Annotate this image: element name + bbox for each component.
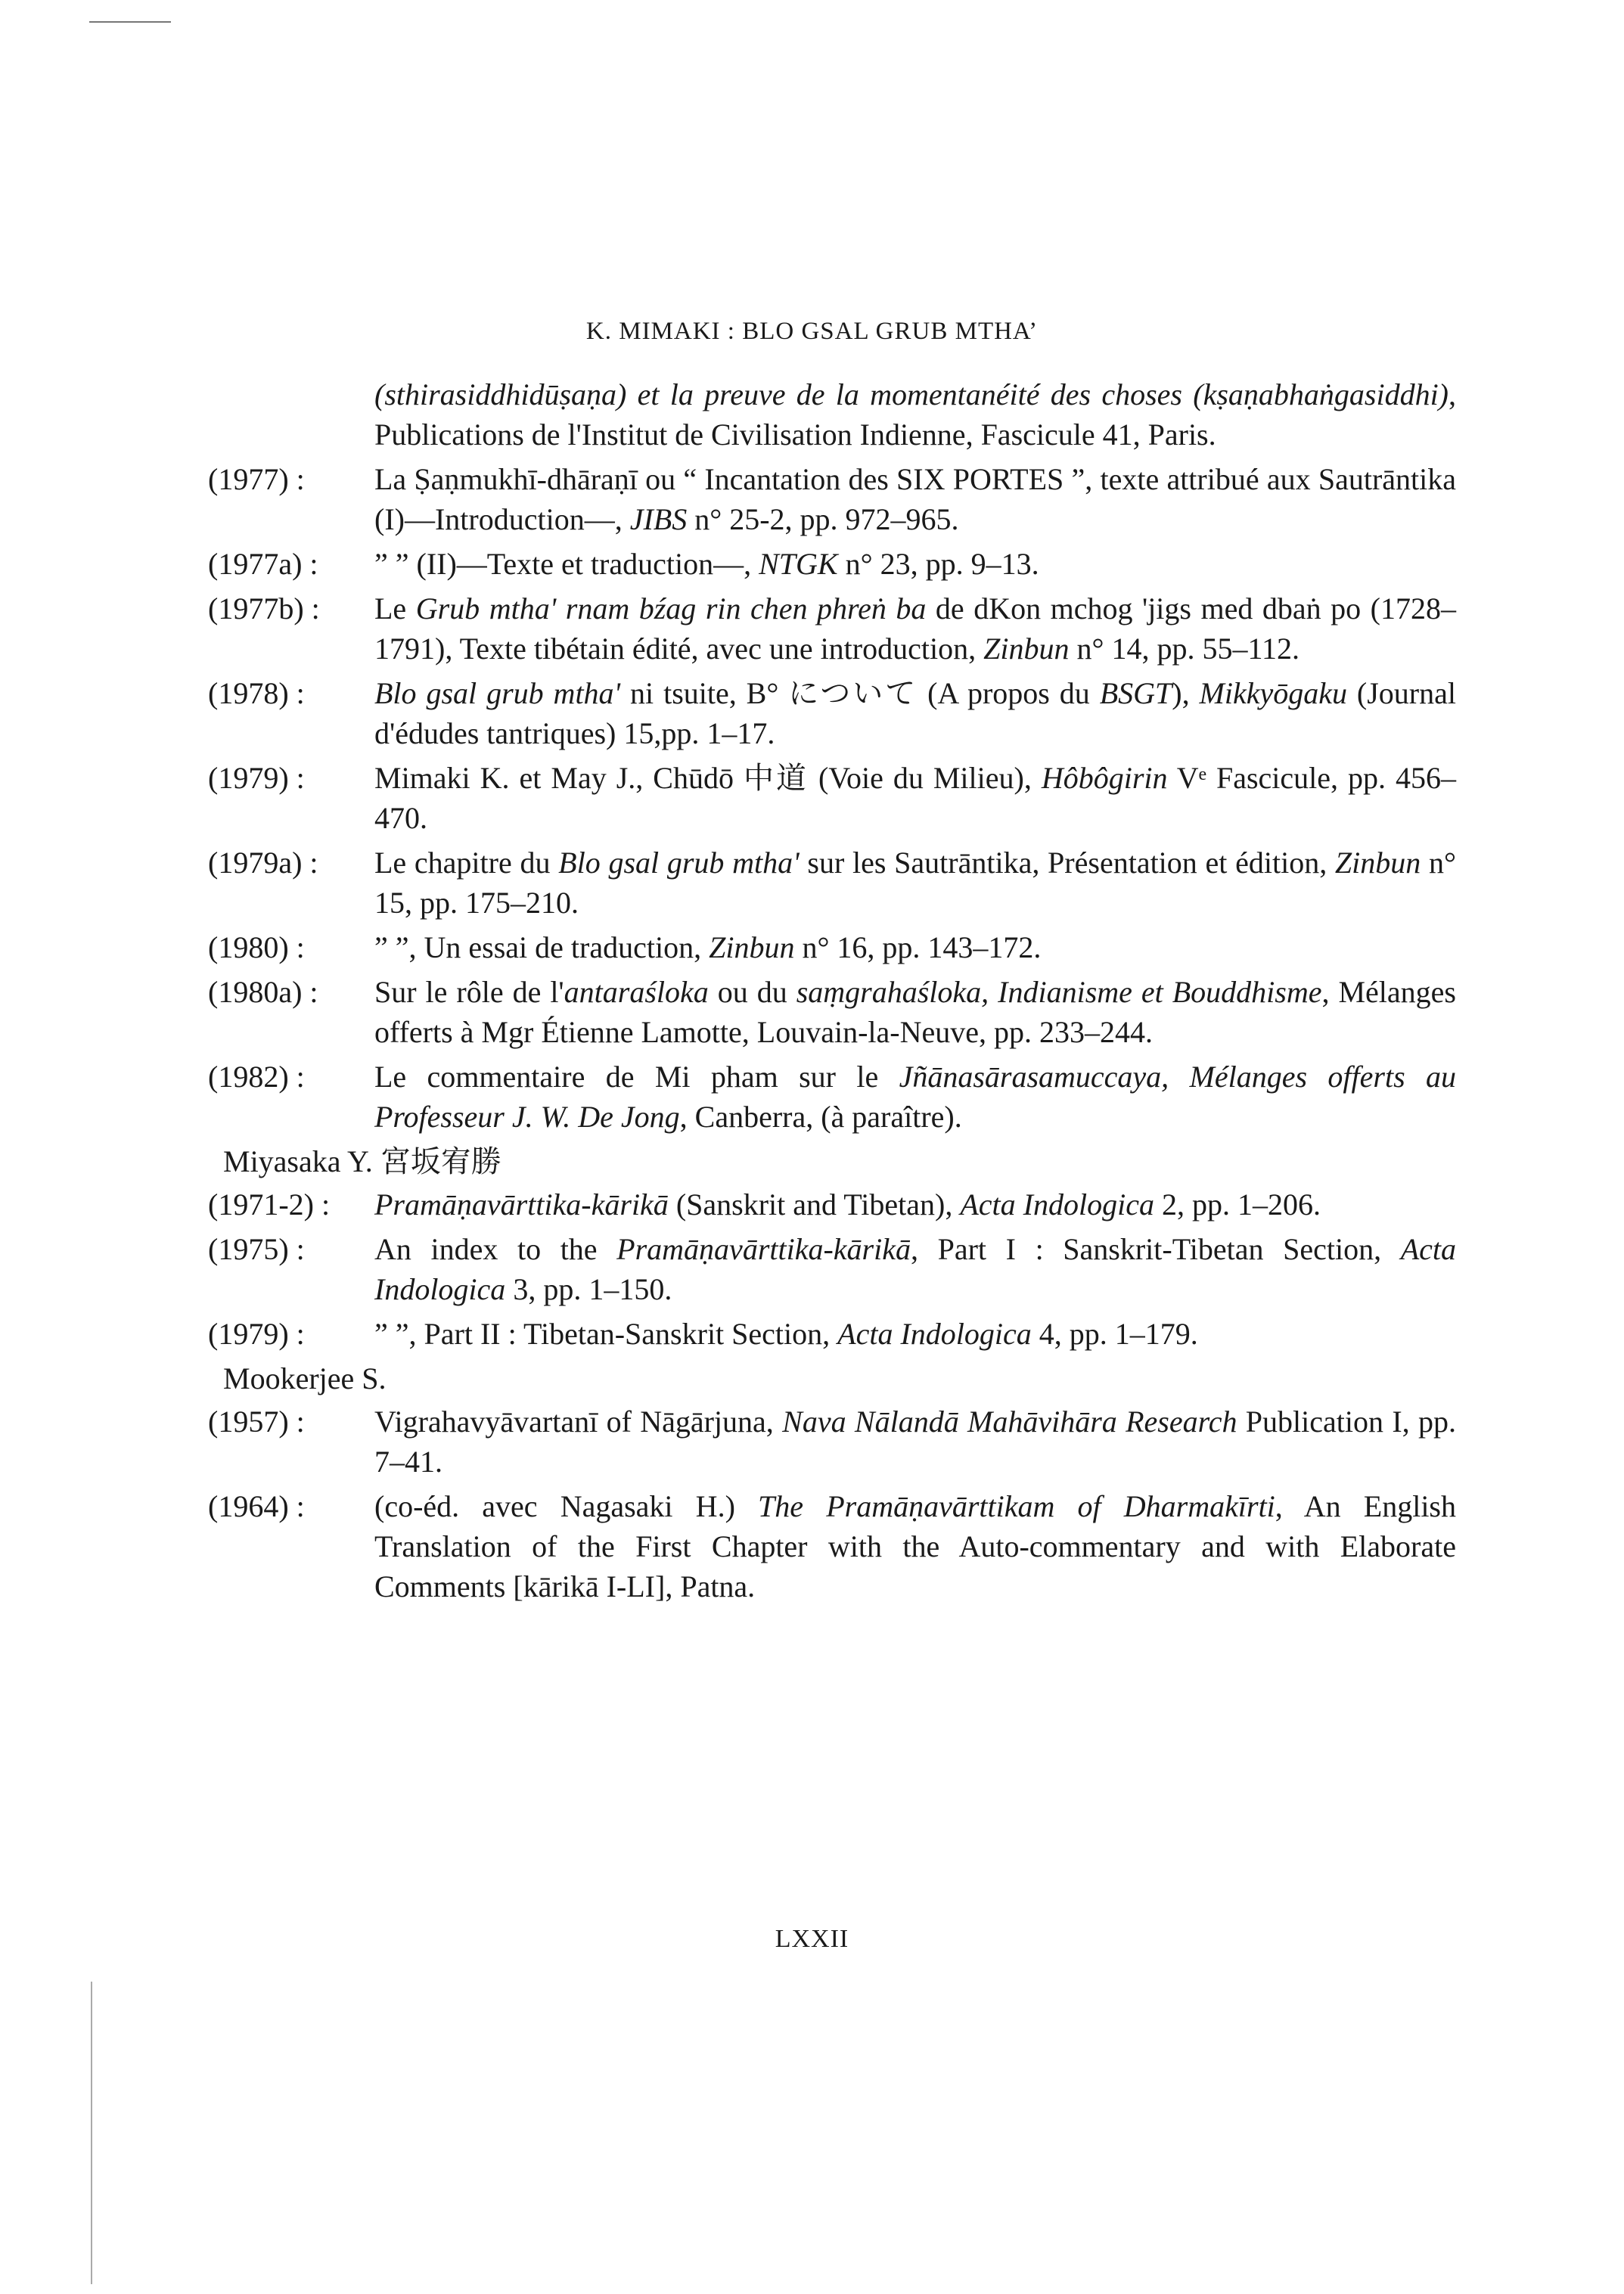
italic-title: (sthirasiddhidūṣaṇa) et la preuve de la momentanéité des choses (kṣaṇabhaṅgasiddhi) [374, 377, 1449, 411]
running-header: K. MIMAKI : BLO GSAL GRUB MTHA’ [585, 318, 1039, 345]
entry-text: Publication I, pp. 7–41. [374, 1405, 1456, 1479]
entry-body [374, 1402, 1456, 1482]
entry-date: (1979a) : [208, 846, 318, 880]
entry-text: ni tsuite, B° について (A propos du [620, 676, 1100, 710]
entry-text: (co-éd. avec Nagasaki H.) [374, 1489, 759, 1523]
italic-title: Pramāṇavārttika-kārikā [616, 1232, 911, 1266]
entry-body [374, 972, 1456, 1052]
entry-text: Mimaki K. et May J., Chūdō 中道 (Voie du Milieu), [374, 761, 1042, 795]
entry-text: de dKon mchog 'jigs med dbaṅ po (1728–1791), Texte tibétain édité, avec une introduction, [374, 591, 1457, 666]
italic-title: Hôbôgirin [1041, 761, 1168, 795]
entry-text: , Canberra, (à paraître). [679, 1100, 962, 1134]
bibliography-entry [208, 1314, 1456, 1354]
italic-title: Acta Indologica [960, 1187, 1154, 1222]
entry-text: (Sanskrit and Tibetan), [668, 1187, 961, 1222]
bibliography-entry [208, 1486, 1456, 1606]
italic-title: Grub mtha' rnam bźag rin chen phreṅ ba [415, 591, 927, 625]
entry-date: (1979) : [208, 761, 305, 795]
bibliography-entry [208, 673, 1456, 753]
bibliography-entry [208, 1057, 1457, 1137]
scan-line-top [89, 21, 171, 23]
entry-text: n° 23, pp. 9–13. [837, 547, 1039, 581]
entry-text: ” ”, Un essai de traduction, [374, 930, 710, 964]
italic-title: saṃgrahaśloka, Indianisme et Bouddhisme [796, 975, 1322, 1009]
entry-body [374, 673, 1456, 753]
bibliography [208, 374, 1457, 1611]
entry-date: (1980) : [208, 930, 305, 964]
entry-text: 2, pp. 1–206. [1154, 1187, 1321, 1222]
entry-text: n° 25-2, pp. 972–965. [687, 502, 959, 536]
italic-title: JIBS [629, 502, 688, 536]
italic-title: Jñānasārasamuccaya, Mélanges offerts au Professeur J. W. De Jong [374, 1060, 1457, 1134]
bibliography-entry [208, 459, 1456, 539]
bibliography-entry [208, 1184, 1456, 1225]
entry-date: (1977b) : [208, 591, 320, 625]
entry-date: (1975) : [208, 1232, 305, 1266]
entry-text: Le [374, 591, 416, 625]
entry-text: 3, pp. 1–150. [505, 1272, 672, 1306]
entry-text: sur les Sautrāntika, Présentation et édition, [799, 846, 1335, 880]
bibliography-entry [208, 544, 1456, 584]
bibliography-entry [208, 1229, 1456, 1309]
entries-mimaki [208, 459, 1457, 1137]
italic-title: Zinbun [983, 632, 1070, 666]
entry-body [374, 927, 1456, 967]
italic-title: Nava Nālandā Mahāvihāra Research [782, 1405, 1237, 1439]
bibliography-entry [208, 588, 1457, 669]
entry-text: La Ṣaṇmukhī-dhāraṇī ou “ Incantation des SIX PORTES ”, texte attribué aux Sautrāntika (I)—Introduction—, [374, 462, 1456, 536]
entry-text: Sur le rôle de l' [374, 975, 564, 1009]
italic-title: Pramāṇavārttika-kārikā [374, 1187, 669, 1222]
entry-date: (1979) : [208, 1317, 305, 1351]
entry-date: (1982) : [208, 1060, 305, 1094]
entry-text: ), [1172, 676, 1200, 710]
entry-date: (1977a) : [208, 547, 318, 581]
entry-body [374, 1314, 1456, 1354]
entry-text: , Mélanges offerts à Mgr Étienne Lamotte, Louvain-la-Neuve, pp. 233–244. [374, 975, 1456, 1049]
entry-body [374, 1486, 1456, 1606]
bibliography-entry [208, 972, 1456, 1052]
scan-line-left [91, 1982, 92, 2284]
italic-title: Zinbun [709, 930, 795, 964]
italic-title: antaraśloka [564, 975, 709, 1009]
entry-body [374, 374, 1456, 455]
entry-text: , Part I : Sanskrit-Tibetan Section, [910, 1232, 1401, 1266]
entry-text: ou du [708, 975, 796, 1009]
italic-title: The Pramāṇavārttikam of Dharmakīrti [758, 1489, 1275, 1523]
italic-title: Mikkyōgaku [1199, 676, 1347, 710]
italic-title: NTGK [759, 547, 838, 581]
italic-title: Blo gsal grub mtha' [374, 676, 621, 710]
entry-body [374, 1184, 1456, 1225]
entry-text: Le chapitre du [374, 846, 559, 880]
entry-date: (1977) : [208, 462, 305, 496]
bibliography-entry [208, 927, 1456, 967]
italic-title: Acta Indologica [374, 1232, 1456, 1306]
italic-title: Zinbun [1334, 846, 1421, 880]
entry-body [374, 1229, 1456, 1309]
entry-text: ” ”, Part II : Tibetan-Sanskrit Section, [374, 1317, 838, 1351]
entry-body [374, 459, 1456, 539]
entry-text: ” ” (II)—Texte et traduction—, [374, 547, 759, 581]
entry-text: Vᵉ Fascicule, pp. 456–470. [374, 761, 1456, 835]
author-mookerjee: Mookerjee S. [223, 1361, 387, 1395]
bibliography-entry [208, 843, 1456, 923]
entry-text: n° 15, pp. 175–210. [374, 846, 1456, 920]
italic-title: Blo gsal grub mtha' [558, 846, 800, 880]
entry-date: (1957) : [208, 1405, 305, 1439]
bibliography-entry [208, 758, 1456, 838]
entries-mookerjee [208, 1402, 1456, 1606]
entry-text: An index to the [374, 1232, 617, 1266]
entry-text: , An English Translation of the First Chapter with the Auto-commentary and with Elaborate Comments [kārikā I-LI], Patna. [374, 1489, 1456, 1603]
italic-title: BSGT [1099, 676, 1172, 710]
entry-body [374, 1057, 1456, 1137]
entry-date: (1971-2) : [208, 1187, 331, 1222]
entry-date: (1978) : [208, 676, 305, 710]
entry-body [374, 544, 1456, 584]
bibliography-entry [208, 1402, 1456, 1482]
entry-text: Vigrahavyāvartanī of Nāgārjuna, [374, 1405, 783, 1439]
entry-body [374, 758, 1456, 838]
continuation-entry [374, 374, 1456, 455]
entry-date: (1964) : [208, 1489, 305, 1523]
entry-body [374, 588, 1456, 669]
italic-title: Acta Indologica [837, 1317, 1032, 1351]
entry-text: , Publications de l'Institut de Civilisation Indienne, Fascicule 41, Paris. [374, 377, 1456, 452]
page-number: LXXII [775, 1925, 849, 1953]
author-miyasaka: Miyasaka Y. 宮坂宥勝 [223, 1144, 501, 1178]
entry-text: Le commentaire de Mi pham sur le [374, 1060, 899, 1094]
entry-text: (Journal d'édudes tantriques) 15,pp. 1–17. [374, 676, 1456, 750]
entry-date: (1980a) : [208, 975, 318, 1009]
entries-miyasaka [208, 1184, 1456, 1354]
entry-text: 4, pp. 1–179. [1031, 1317, 1198, 1351]
entry-text: n° 14, pp. 55–112. [1069, 632, 1300, 666]
entry-text: n° 16, pp. 143–172. [794, 930, 1042, 964]
entry-body [374, 843, 1456, 923]
